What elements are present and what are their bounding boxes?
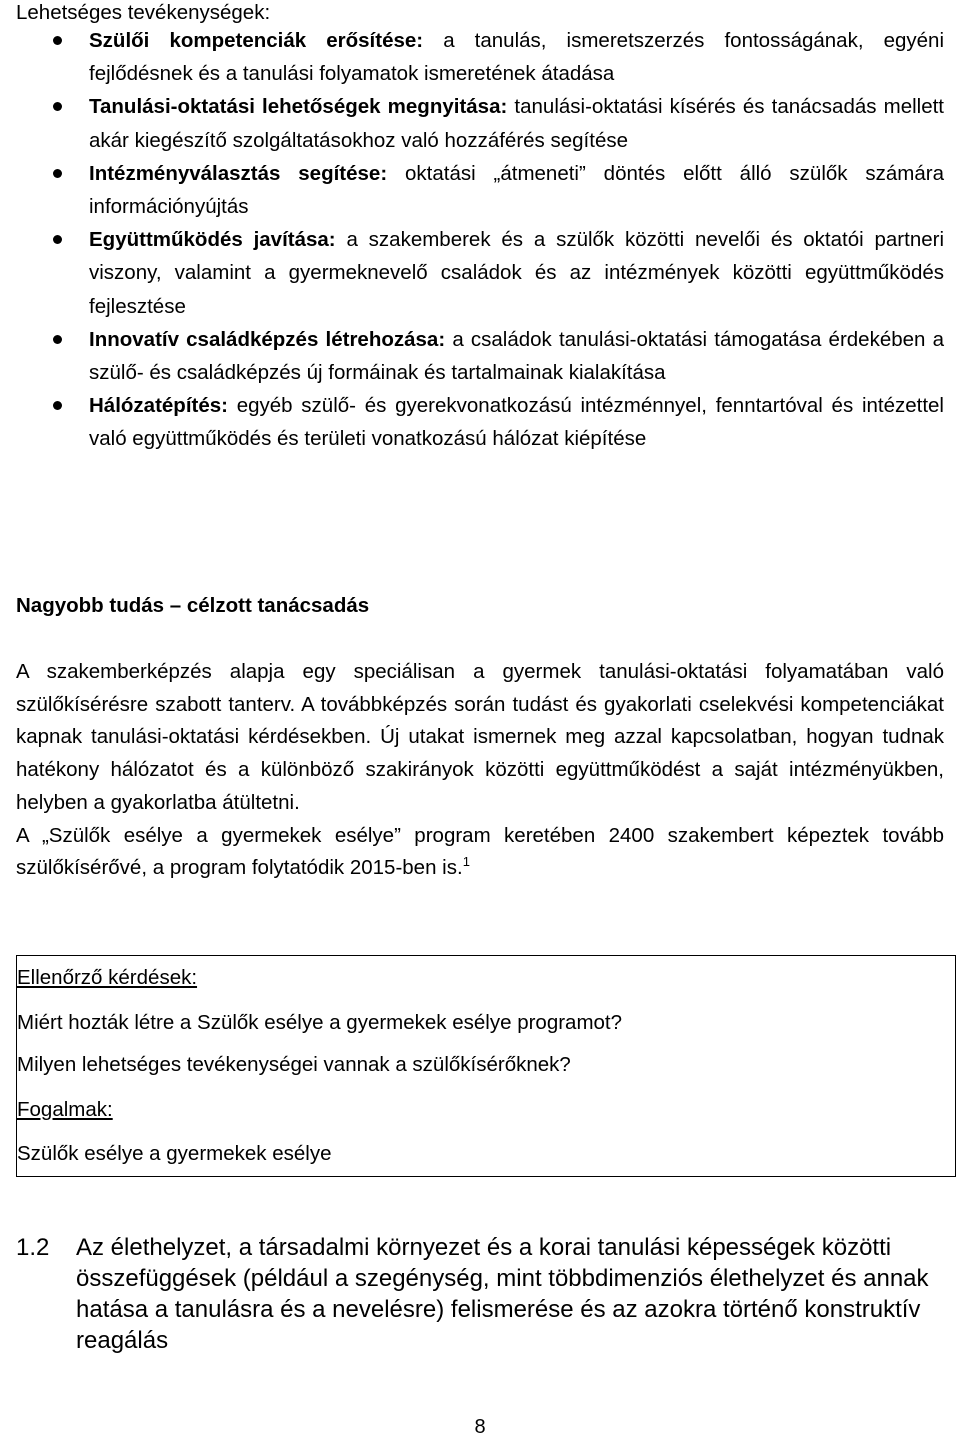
concept-item: Szülők esélye a gyermekek esélye [17, 1142, 332, 1165]
paragraph-text: A „Szülők esélye a gyermekek esélye” program keretében 2400 szakembert képeztek tovább szülőkísérővé, a program folytatódik 2015-ben is. [16, 823, 944, 880]
activity-text: a tanulás, ismeretszerzés fontosságának, egyéni fejlődésnek és a tanulási folyamatok ismeretének átadása [89, 29, 945, 86]
bullet-icon [53, 169, 62, 178]
paragraph [16, 820, 944, 885]
footnote-reference[interactable]: 1 [462, 854, 470, 870]
body-text [16, 656, 944, 885]
activity-title: Együttműködés javítása: [89, 228, 336, 252]
activity-text: egyéb szülő- és gyerekvonatkozású intézménnyel, fenntartóval és intézettel való együttműködés és területi vonatkozású hálózat kiépítése [89, 394, 944, 451]
list-item [16, 223, 944, 323]
bullet-icon [53, 401, 62, 410]
activity-title: Intézményválasztás segítése: [89, 161, 388, 185]
chapter-number: 1.2 [16, 1234, 50, 1261]
activity-title: Tanulási-oktatási lehetőségek megnyitása: [89, 95, 508, 119]
list-item [16, 24, 944, 90]
list-item [16, 90, 944, 156]
questions-title: Ellenőrző kérdések: [17, 966, 198, 989]
bullet-icon [53, 335, 62, 344]
bullet-icon [53, 36, 62, 45]
concepts-title: Fogalmak: [17, 1098, 113, 1121]
section-heading: Nagyobb tudás – célzott tanácsadás [16, 594, 370, 617]
page-number: 8 [474, 1416, 486, 1438]
bullet-icon [53, 235, 62, 244]
question-item: Milyen lehetséges tevékenységei vannak a szülőkísérőknek? [17, 1053, 571, 1076]
list-item [16, 323, 944, 389]
activity-text: a szakemberek és a szülők közötti nevelői és oktatói partneri viszony, valamint a gyermeknevelő családok és az intézmények közötti együttműködés fejlesztése [89, 228, 944, 318]
review-box [16, 955, 956, 1177]
chapter-heading [16, 1232, 944, 1356]
bullet-icon [53, 102, 62, 111]
activity-title: Hálózatépítés: [89, 394, 228, 418]
list-item [16, 157, 944, 223]
paragraph: A szakemberképzés alapja egy speciálisan a gyermek tanulási-oktatási folyamatában való szülőkísérésre szabott tanterv. A továbbképzés során tudást és gyakorlati cselekvési kompetenciákat kapnak tanulási-oktatási kérdésekben. Új utakat ismernek meg azzal kapcsolatban, hogyan tudnak hatékony hálózatot és a különböző szakirányok közötti együttműködést a saját intézményükben, helyben a gyakorlatba átültetni. [16, 660, 944, 814]
activity-title: Szülői kompetenciák erősítése: [89, 29, 424, 52]
question-item: Miért hozták létre a Szülők esélye a gyermekek esélye programot? [17, 1011, 623, 1034]
activity-text: oktatási „átmeneti” döntés előtt álló szülők számára információnyújtás [89, 161, 944, 219]
activities-list [16, 24, 944, 456]
document-page [16, 0, 945, 1354]
activity-text: tanulási-oktatási kísérés és tanácsadás mellett akár kiegészítő szolgáltatásokhoz való hozzáférés segítése [89, 95, 944, 152]
activity-text: a családok tanulási-oktatási támogatása érdekében a szülő- és családképzés új formáinak és tartalmainak kialakítása [89, 327, 944, 385]
chapter-title: Az élethelyzet, a társadalmi környezet és a korai tanulási képességek közötti összefüggések (például a szegénység, mint többdimenziós élethelyzet és annak hatása a tanulásra és a nevelésre) felismerése és az azokra történő konstruktív reagálás [76, 1234, 929, 1354]
list-item [16, 389, 944, 455]
intro-text: Lehetséges tevékenységek: [16, 1, 271, 24]
activity-title: Innovatív családképzés létrehozása: [89, 327, 446, 351]
